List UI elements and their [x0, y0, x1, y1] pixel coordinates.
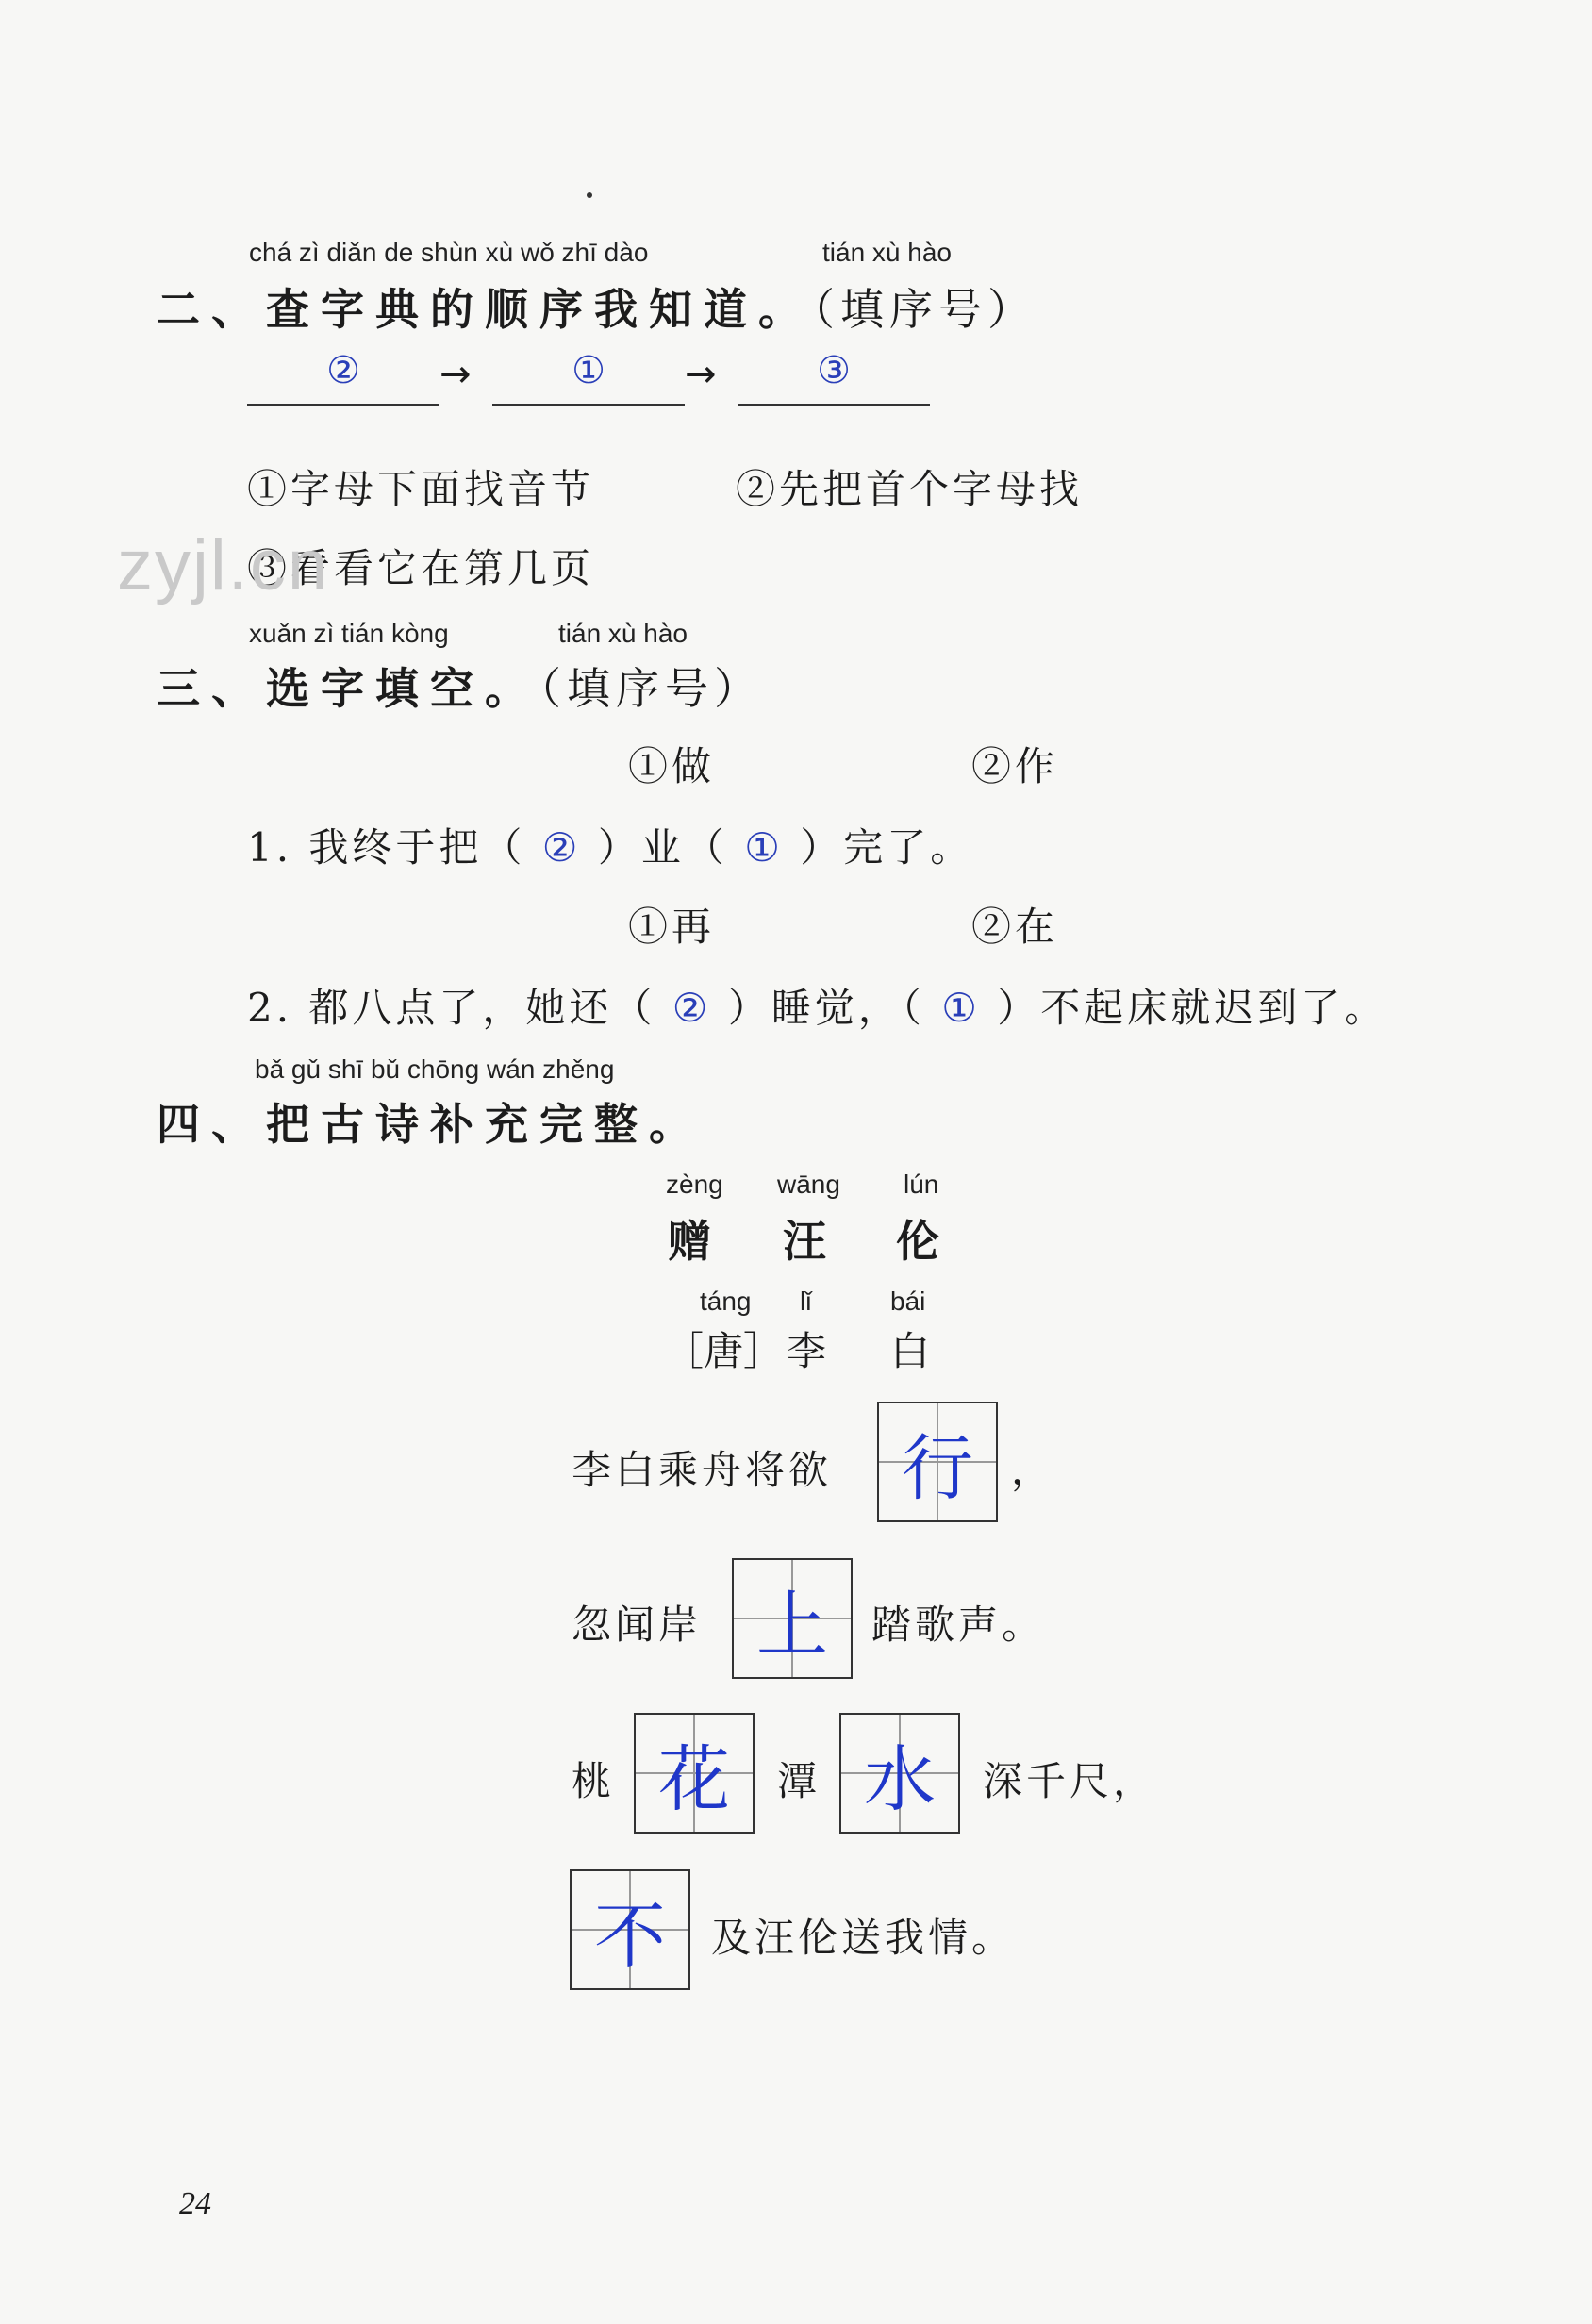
author-pinyin-1: táng	[700, 1286, 752, 1316]
poem-title-pinyin-1: zèng	[666, 1170, 723, 1199]
q2-part3: ）不起床就迟到了。	[997, 985, 1388, 1031]
section2-option-1: ①字母下面找音节	[247, 466, 595, 512]
section2-option-2: ②先把首个字母找	[736, 466, 1084, 512]
section3-pinyin-b: tián xù hào	[558, 619, 688, 648]
section2-option-3: ③看看它在第几页	[247, 545, 595, 591]
section2-title-paren: （填序号）	[813, 284, 1036, 335]
poem-line3-box2[interactable]	[839, 1713, 960, 1834]
author-pinyin-3: bái	[890, 1286, 926, 1316]
question-2	[247, 977, 1387, 1034]
answer-3[interactable]: ③	[817, 349, 851, 392]
poem-title-char-2: 汪	[783, 1216, 826, 1267]
q1-option-a: ①做	[628, 743, 716, 789]
stray-dot	[587, 192, 592, 198]
section2-pinyin-b: tián xù hào	[822, 238, 952, 267]
section3-title	[157, 655, 763, 717]
section4-pinyin: bǎ gǔ shī bǔ chōng wán zhěng	[255, 1054, 615, 1084]
q1-part1: 1. 我终于把（	[247, 824, 526, 871]
poem-line4-box[interactable]	[570, 1869, 690, 1990]
poem-line1-box[interactable]	[877, 1402, 998, 1522]
poem-line1-answer: 行	[902, 1425, 973, 1510]
poem-line2-post: 踏歌声。	[871, 1602, 1046, 1648]
poem-line3-pre: 桃	[572, 1758, 616, 1804]
q1-part3: ）完了。	[800, 824, 974, 871]
watermark: zyjl.cn	[117, 525, 330, 606]
page-number: 24	[179, 2186, 211, 2221]
poem-line1-pre: 李白乘舟将欲	[572, 1447, 833, 1493]
arrow-2: →	[685, 353, 717, 396]
section3-title-paren: （填序号）	[539, 663, 763, 714]
q1-part2: ）业（	[597, 824, 728, 871]
poem-line1-post: ，	[1011, 1447, 1055, 1493]
author-name-2: 白	[890, 1328, 935, 1374]
q1-answer-2[interactable]: ①	[744, 824, 784, 871]
author-name-1: 李	[787, 1328, 831, 1374]
poem-line3-box1[interactable]	[634, 1713, 755, 1834]
author-dynasty: ［唐］	[664, 1328, 784, 1374]
answer-2[interactable]: ①	[572, 349, 605, 392]
poem-line3-answer1: 花	[658, 1736, 730, 1821]
answer-line-1	[247, 404, 439, 406]
poem-line4-answer: 不	[594, 1893, 666, 1978]
author-pinyin-2: lǐ	[800, 1286, 812, 1316]
poem-line2-box[interactable]	[732, 1558, 853, 1679]
section2-title	[157, 275, 1036, 338]
section4-title: 四、把古诗补充完整。	[157, 1099, 704, 1150]
answer-line-2	[492, 404, 685, 406]
question-1	[247, 817, 973, 873]
poem-line3-answer2: 水	[864, 1736, 936, 1821]
section3-title-text: 三、选字填空。	[157, 663, 539, 714]
poem-line2-answer: 上	[756, 1582, 828, 1667]
poem-line3-post: 深千尺，	[983, 1758, 1157, 1804]
q2-part2: ）睡觉，（	[727, 985, 925, 1031]
poem-line2-pre: 忽闻岸	[572, 1602, 703, 1648]
poem-line3-mid: 潭	[777, 1758, 821, 1804]
section3-pinyin-a: xuǎn zì tián kòng	[249, 619, 449, 648]
q2-option-a: ①再	[628, 904, 716, 950]
q1-option-b: ②作	[971, 743, 1059, 789]
poem-line4-post: 及汪伦送我情。	[711, 1915, 1016, 1961]
poem-title-char-1: 赠	[668, 1216, 711, 1267]
answer-1[interactable]: ②	[326, 349, 360, 392]
arrow-1: →	[439, 353, 472, 396]
section2-pinyin-a: chá zì diǎn de shùn xù wǒ zhī dào	[249, 238, 649, 267]
answer-line-3	[738, 404, 930, 406]
poem-title-pinyin-3: lún	[904, 1170, 939, 1199]
q2-option-b: ②在	[971, 904, 1059, 950]
poem-title-char-3: 伦	[896, 1216, 939, 1267]
section2-title-text: 二、查字典的顺序我知道。	[157, 284, 813, 335]
q2-part1: 2. 都八点了，她还（	[247, 985, 656, 1031]
q2-answer-2[interactable]: ①	[941, 985, 981, 1031]
q1-answer-1[interactable]: ②	[541, 824, 582, 871]
q2-answer-1[interactable]: ②	[672, 985, 712, 1031]
poem-title-pinyin-2: wāng	[777, 1170, 840, 1199]
